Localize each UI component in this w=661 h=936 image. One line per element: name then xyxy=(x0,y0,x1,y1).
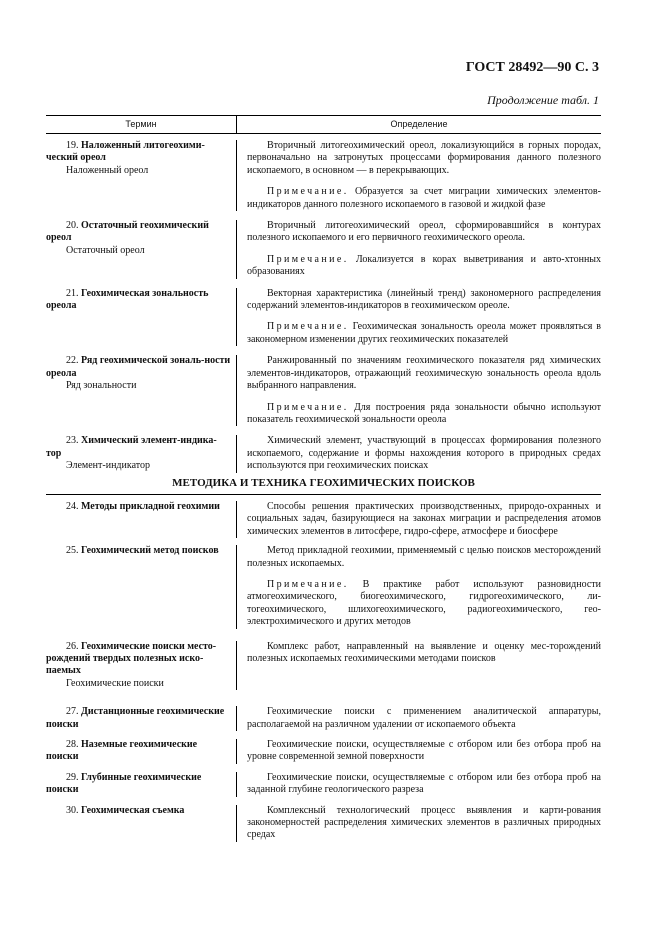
term-number: 30. xyxy=(66,804,79,816)
definition-cell xyxy=(237,805,601,842)
definition-cell xyxy=(237,140,601,211)
definition-note xyxy=(247,579,601,629)
term-name: Химический элемент-индика-тор xyxy=(46,435,217,459)
term-number: 19. xyxy=(66,140,79,151)
definition-text: Геохимические поиски, осуществляемые с отбором или без отбора проб на уровне современной земной поверхности xyxy=(247,739,601,763)
term-heading xyxy=(46,355,232,380)
table-row xyxy=(46,731,601,764)
definition-cell xyxy=(237,772,601,797)
term-number: 25. xyxy=(66,545,79,557)
term-synonym: Ряд зональности xyxy=(66,380,137,392)
term-synonym: Геохимические поиски xyxy=(66,677,164,689)
term-number: 29. xyxy=(66,771,79,783)
definition-cell xyxy=(237,435,601,472)
term-cell xyxy=(46,355,237,426)
table-continuation-label: Продолжение табл. 1 xyxy=(487,93,599,107)
table-header xyxy=(46,115,601,134)
note-text: Локализуется в корах выветривания и авто-хтонных образованиях xyxy=(247,253,602,278)
table-row xyxy=(46,629,601,691)
table-row xyxy=(46,538,601,628)
term-heading xyxy=(46,220,232,245)
table-row xyxy=(46,211,601,279)
table-row xyxy=(46,495,601,538)
term-cell xyxy=(46,435,237,472)
term-heading xyxy=(46,140,232,165)
term-cell xyxy=(46,545,237,628)
table-row xyxy=(46,690,601,731)
term-number: 22. xyxy=(66,355,79,367)
term-heading xyxy=(46,805,232,817)
term-cell xyxy=(46,220,237,279)
definition-text: Метод прикладной геохимии, применяемый с целью поисков месторождений полезных ископаемых. xyxy=(247,545,601,569)
term-name: Дистанционные геохимические поиски xyxy=(46,706,225,730)
note-text: Геохимическая зональность ореола может проявляться в закономерном изменении других геохимических показателей xyxy=(247,321,602,345)
definition-text: Векторная характеристика (линейный тренд) закономерного распределения содержаний элементов-индикаторов в геохимическом ореоле. xyxy=(247,287,601,312)
term-heading xyxy=(46,545,232,557)
document-id: ГОСТ 28492—90 С. 3 xyxy=(465,60,599,75)
term-number: 24. xyxy=(66,500,79,512)
term-name: Наземные геохимические поиски xyxy=(46,739,198,763)
note-text: Образуется за счет миграции химических элементов-индикаторов данного полезного ископаемого в газовой и жидкой фазе xyxy=(247,186,601,210)
definition-text: Химический элемент, участвующий в процессах формирования полезного ископаемого, содержание и формы нахождения которого в природных средах используются при геохимических поисках xyxy=(247,435,601,472)
term-number: 27. xyxy=(66,706,79,718)
term-name: Методы прикладной геохимии xyxy=(81,500,220,512)
term-number: 23. xyxy=(66,435,79,447)
term-cell xyxy=(46,739,237,764)
term-cell xyxy=(46,706,237,731)
definition-cell xyxy=(237,288,601,347)
definition-cell xyxy=(237,220,601,279)
definition-cell xyxy=(237,739,601,764)
term-cell xyxy=(46,805,237,842)
note-label: Примечание. xyxy=(267,253,349,265)
term-cell xyxy=(46,641,237,691)
table-body-part1 xyxy=(46,134,601,473)
definition-cell xyxy=(237,545,601,628)
definition-cell xyxy=(237,501,601,538)
term-name: Ряд геохимической зональ-ности ореола xyxy=(46,355,231,379)
note-label: Примечание. xyxy=(267,321,349,333)
table-row xyxy=(46,797,601,842)
table-row xyxy=(46,764,601,797)
term-cell xyxy=(46,140,237,211)
term-synonym: Элемент-индикатор xyxy=(66,460,150,472)
term-name: Остаточный геохимический ореол xyxy=(46,220,209,244)
definition-text: Комплекс работ, направленный на выявление и оценку мес-торождений полезных ископаемых геохимическими методами поисков xyxy=(247,640,601,664)
note-label: Примечание. xyxy=(267,186,349,198)
term-heading xyxy=(46,501,232,513)
definition-text: Вторичный литогеохимический ореол, сформировавшийся в контурах полезного ископаемого и его первичного геохимического ореола. xyxy=(247,220,601,244)
section-title: МЕТОДИКА И ТЕХНИКА ГЕОХИМИЧЕСКИХ ПОИСКОВ xyxy=(46,473,601,495)
definition-note xyxy=(247,402,601,427)
term-heading xyxy=(46,288,232,313)
term-name: Геохимический метод поисков xyxy=(81,545,219,557)
term-heading xyxy=(46,641,232,678)
column-header-term: Термин xyxy=(46,116,237,133)
definition-note xyxy=(247,321,601,346)
note-label: Примечание. xyxy=(267,401,349,413)
term-name: Геохимические поиски место-рождений твердых полезных иско-паемых xyxy=(46,640,217,677)
term-name: Глубинные геохимические поиски xyxy=(46,771,202,796)
definition-cell xyxy=(237,355,601,426)
definition-text: Ранжированный по значениям геохимического показателя ряд химических элементов-индикаторов, отражающий геохимическую зональность ореола вдоль выбранного направления. xyxy=(247,355,601,392)
table-row xyxy=(46,279,601,347)
term-cell xyxy=(46,772,237,797)
definition-cell xyxy=(237,641,601,691)
term-synonym: Наложенный ореол xyxy=(66,164,149,176)
term-heading xyxy=(46,739,232,764)
definition-text: Способы решения практических производственных, природо-охранных и социальных задач, базирующиеся на законах миграции и распределения атомов химических элементов в литосфере, гидро-сфере, атмосфере и биосфере xyxy=(247,500,601,537)
term-name: Геохимическая съемка xyxy=(81,804,185,816)
note-label: Примечание. xyxy=(267,578,349,590)
term-number: 21. xyxy=(66,287,79,299)
note-text: В практике работ используют разновидности атмогеохимического, биогеохимического, гидрогеохимического, ли-тогеохимического, шлихогеохимического, радиогеохимического, гео-электрохимического и других методов xyxy=(247,578,601,628)
term-number: 20. xyxy=(66,220,79,232)
note-text: Для построения ряда зональности обычно используют показатель геохимической зональности ореола xyxy=(247,401,602,425)
definition-text: Геохимические поиски с применением аналитической аппаратуры, располагаемой на различном удалении от ископаемого объекта xyxy=(247,706,601,730)
definition-cell xyxy=(237,706,601,731)
table-row xyxy=(46,134,601,211)
term-number: 26. xyxy=(66,640,79,652)
term-heading xyxy=(46,772,232,797)
table-row xyxy=(46,346,601,426)
term-cell xyxy=(46,288,237,347)
definition-text: Комплексный технологический процесс выявления и карти-рования закономерностей распределения химических элементов в различных природных средах xyxy=(247,804,601,841)
term-name: Геохимическая зональность ореола xyxy=(46,287,209,312)
term-synonym: Остаточный ореол xyxy=(66,244,145,256)
term-heading xyxy=(46,435,232,460)
definition-text: Геохимические поиски, осуществляемые с отбором или без отбора проб на заданной глубине геологического разреза xyxy=(247,771,601,796)
term-number: 28. xyxy=(66,739,79,751)
table-row xyxy=(46,426,601,472)
term-cell xyxy=(46,501,237,538)
column-header-definition: Определение xyxy=(390,119,448,129)
term-heading xyxy=(46,706,232,731)
definition-note xyxy=(247,186,601,211)
terms-table xyxy=(46,115,601,842)
definition-text: Вторичный литогеохимический ореол, локализующийся в горных породах, первоначально на затронутых процессами формирования данного полезного ископаемого, в основном — в перекрывающих. xyxy=(247,140,601,176)
table-body-part2 xyxy=(46,495,601,842)
term-name: Наложенный литогеохими-ческий ореол xyxy=(46,140,205,164)
definition-note xyxy=(247,254,601,279)
